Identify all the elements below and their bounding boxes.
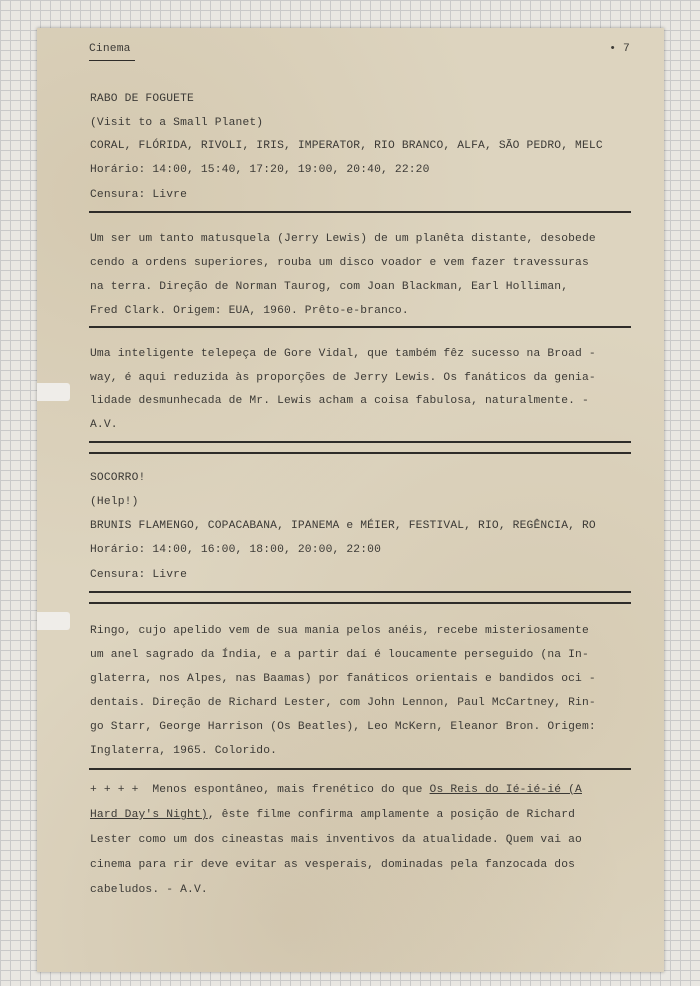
- synopsis-line: dentais. Direção de Richard Lester, com John Lennon, Paul McCartney, Rin-: [90, 697, 596, 709]
- synopsis-line: um anel sagrado da Índia, e a partir daí é loucamente perseguido (na In-: [90, 649, 589, 661]
- synopsis-line: glaterra, nos Alpes, nas Baamas) por fanáticos orientais e bandidos oci -: [90, 673, 596, 685]
- review-line: Lester como um dos cineastas mais inventivos da atualidade. Quem vai ao: [90, 834, 582, 846]
- cinema-list: CORAL, FLÓRIDA, RIVOLI, IRIS, IMPERATOR, RIO BRANCO, ALFA, SÃO PEDRO, MELC: [90, 140, 603, 152]
- divider: [89, 591, 631, 593]
- synopsis-line: Inglaterra, 1965. Colorido.: [90, 745, 278, 757]
- page-number: • 7: [609, 43, 630, 55]
- review-author: A.V.: [90, 419, 118, 431]
- review-line: lidade desmunhecada de Mr. Lewis acham a coisa fabulosa, naturalmente. -: [90, 395, 589, 407]
- review-line: Uma inteligente telepeça de Gore Vidal, que também fêz sucesso na Broad -: [90, 348, 596, 360]
- synopsis-line: Fred Clark. Origem: EUA, 1960. Prêto-e-branco.: [90, 305, 409, 317]
- section-label: Cinema: [89, 43, 131, 55]
- review-line: [90, 783, 582, 797]
- review-rating-and-text: + + + + Menos espontâneo, mais frenético do que: [90, 784, 430, 796]
- referenced-film-original-title: Hard Day's Night): [90, 809, 208, 821]
- divider: [89, 441, 631, 443]
- synopsis-line: Um ser um tanto matusquela (Jerry Lewis) de um planêta distante, desobede: [90, 233, 596, 245]
- rating: Censura: Livre: [90, 189, 188, 201]
- divider: [89, 452, 631, 454]
- review-text: , êste filme confirma amplamente a posição de Richard: [207, 809, 576, 821]
- schedule: Horário: 14:00, 16:00, 18:00, 20:00, 22:00: [90, 544, 382, 556]
- punch-hole: [37, 383, 70, 401]
- schedule: Horário: 14:00, 15:40, 17:20, 19:00, 20:40, 22:20: [90, 164, 430, 176]
- divider: [89, 326, 631, 328]
- review-line: way, é aqui reduzida às proporções de Jerry Lewis. Os fanáticos da genia-: [90, 372, 596, 384]
- synopsis-line: na terra. Direção de Norman Taurog, com Joan Blackman, Earl Holliman,: [90, 281, 569, 293]
- divider: [89, 768, 631, 770]
- divider: [89, 602, 631, 604]
- synopsis-line: Ringo, cujo apelido vem de sua mania pelos anéis, recebe misteriosamente: [90, 625, 589, 637]
- film-title: SOCORRO!: [90, 472, 146, 484]
- typewritten-page: [37, 28, 664, 972]
- punch-hole: [37, 612, 70, 630]
- film-title: RABO DE FOGUETE: [90, 93, 194, 105]
- section-underline: [89, 60, 135, 61]
- synopsis-line: cendo a ordens superiores, rouba um disco voador e vem fazer travessuras: [90, 257, 589, 269]
- cinema-list: BRUNIS FLAMENGO, COPACABANA, IPANEMA e MÉIER, FESTIVAL, RIO, REGÊNCIA, RO: [90, 520, 596, 532]
- original-title: (Visit to a Small Planet): [90, 117, 264, 129]
- rating: Censura: Livre: [90, 569, 188, 581]
- divider: [89, 211, 631, 213]
- synopsis-line: go Starr, George Harrison (Os Beatles), Leo McKern, Eleanor Bron. Origem:: [90, 721, 596, 733]
- referenced-film-title: Os Reis do Ié-ié-ié (A: [429, 784, 582, 796]
- original-title: (Help!): [90, 496, 139, 508]
- review-line: cinema para rir deve evitar as vesperais, dominadas pela fanzocada dos: [90, 859, 576, 871]
- review-line: [90, 808, 575, 822]
- review-author: cabeludos. - A.V.: [90, 884, 208, 896]
